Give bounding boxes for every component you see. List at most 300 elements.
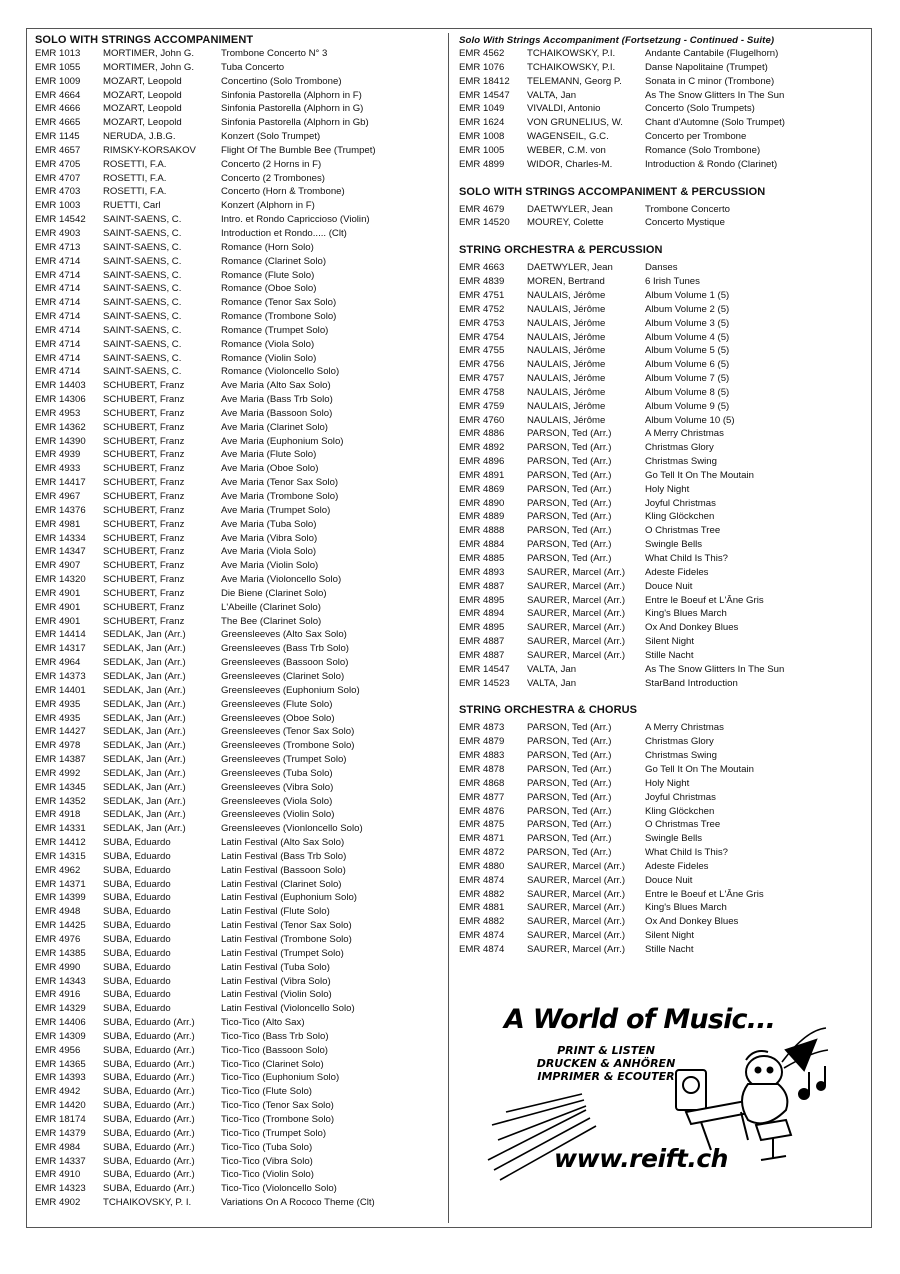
work-title: Sinfonia Pastorella (Alphorn in G): [221, 103, 364, 115]
work-title: Album Volume 2 (5): [645, 303, 730, 315]
catalog-row: [459, 427, 869, 441]
catalog-row: [459, 943, 869, 957]
catalog-code: EMR 4935: [35, 712, 81, 724]
catalog-row: [35, 365, 445, 379]
catalog-row: [35, 753, 445, 767]
catalog-row: [35, 1155, 445, 1169]
logo-url: www.reift.ch: [554, 1144, 728, 1173]
work-title: Tico-Tico (Euphonium Solo): [221, 1072, 340, 1084]
composer-name: SAINT-SAENS, C.: [103, 311, 182, 323]
catalog-code: EMR 18412: [459, 75, 510, 87]
work-title: Romance (Oboe Solo): [221, 283, 317, 295]
work-title: Latin Festival (Flute Solo): [221, 906, 330, 918]
catalog-code: EMR 4713: [35, 241, 81, 253]
composer-name: SAURER, Marcel (Arr.): [527, 902, 626, 914]
work-title: Tico-Tico (Trumpet Solo): [221, 1127, 327, 1139]
composer-name: SEDLAK, Jan (Arr.): [103, 795, 186, 807]
composer-name: PARSON, Ted (Arr.): [527, 750, 612, 762]
catalog-row: [35, 601, 445, 615]
composer-name: SUBA, Eduardo: [103, 989, 171, 1001]
catalog-row: [459, 130, 869, 144]
catalog-row: [35, 656, 445, 670]
catalog-code: EMR 14412: [35, 837, 86, 849]
work-title: Ave Maria (Oboe Solo): [221, 463, 319, 475]
catalog-row: [459, 607, 869, 621]
catalog-row: [35, 1196, 445, 1210]
composer-name: SEDLAK, Jan (Arr.): [103, 754, 186, 766]
work-title: 6 Irish Tunes: [645, 276, 700, 288]
catalog-code: EMR 14329: [35, 1003, 86, 1015]
work-title: A Merry Christmas: [645, 722, 724, 734]
work-title: Trombone Concerto N° 3: [221, 48, 328, 59]
catalog-code: EMR 14347: [35, 546, 86, 558]
catalog-code: EMR 4657: [35, 144, 81, 156]
catalog-row: [459, 874, 869, 888]
catalog-code: EMR 4933: [35, 463, 81, 475]
composer-name: SUBA, Eduardo (Arr.): [103, 1058, 195, 1070]
catalog-code: EMR 4664: [35, 89, 81, 101]
catalog-code: EMR 1003: [35, 200, 81, 212]
composer-name: SEDLAK, Jan (Arr.): [103, 781, 186, 793]
work-title: Stille Nacht: [645, 943, 694, 955]
work-title: Andante Cantabile (Flugelhorn): [645, 48, 779, 59]
catalog-code: EMR 4872: [459, 847, 505, 859]
composer-name: PARSON, Ted (Arr.): [527, 483, 612, 495]
catalog-row: [35, 1030, 445, 1044]
catalog-row: [35, 504, 445, 518]
catalog-code: EMR 4984: [35, 1141, 81, 1153]
catalog-row: [35, 75, 445, 89]
work-title: King's Blues March: [645, 608, 727, 620]
catalog-code: EMR 14399: [35, 892, 86, 904]
composer-name: VALTA, Jan: [527, 677, 577, 689]
catalog-row: [459, 594, 869, 608]
composer-name: MORTIMER, John G.: [103, 48, 194, 59]
work-title: Tico-Tico (Clarinet Solo): [221, 1058, 324, 1070]
catalog-code: EMR 4871: [459, 833, 505, 845]
composer-name: SCHUBERT, Franz: [103, 394, 185, 406]
composer-name: PARSON, Ted (Arr.): [527, 722, 612, 734]
catalog-row: [35, 282, 445, 296]
catalog-row: [459, 89, 869, 103]
catalog-code: EMR 4962: [35, 864, 81, 876]
catalog-row: [35, 878, 445, 892]
catalog-row: [459, 510, 869, 524]
composer-name: SAINT-SAENS, C.: [103, 283, 182, 295]
catalog-row: [35, 975, 445, 989]
composer-name: MOREN, Bertrand: [527, 276, 605, 288]
catalog-code: EMR 4679: [459, 203, 505, 215]
composer-name: SCHUBERT, Franz: [103, 560, 185, 572]
composer-name: PARSON, Ted (Arr.): [527, 736, 612, 748]
catalog-code: EMR 4976: [35, 934, 81, 945]
catalog-row: [35, 393, 445, 407]
catalog-row: [35, 476, 445, 490]
catalog-row: [35, 739, 445, 753]
composer-name: SUBA, Eduardo: [103, 906, 171, 918]
work-title: Douce Nuit: [645, 580, 693, 592]
composer-name: PARSON, Ted (Arr.): [527, 539, 612, 551]
work-title: Trombone Concerto: [645, 203, 730, 215]
catalog-code: EMR 4714: [35, 311, 81, 323]
catalog-code: EMR 4939: [35, 449, 81, 461]
catalog-row: [35, 61, 445, 75]
composer-name: SUBA, Eduardo: [103, 864, 171, 876]
work-title: Konzert (Alphorn in F): [221, 200, 315, 212]
work-title: Concerto (Solo Trumpets): [645, 103, 755, 115]
composer-name: PARSON, Ted (Arr.): [527, 805, 612, 817]
composer-name: MOZART, Leopold: [103, 117, 182, 129]
catalog-row: [459, 735, 869, 749]
catalog-code: EMR 4882: [459, 888, 505, 900]
work-title: Ave Maria (Bass Trb Solo): [221, 394, 333, 406]
composer-name: SAURER, Marcel (Arr.): [527, 874, 626, 886]
logo-tagline-3: IMPRIMER & ECOUTER: [537, 1070, 675, 1083]
catalog-row: [35, 684, 445, 698]
catalog-row: [459, 524, 869, 538]
catalog-code: EMR 14306: [35, 394, 86, 406]
composer-name: SCHUBERT, Franz: [103, 407, 185, 419]
composer-name: SUBA, Eduardo (Arr.): [103, 1030, 195, 1042]
work-title: Variations On A Rococo Theme (Clt): [221, 1197, 375, 1209]
work-title: Ave Maria (Tenor Sax Solo): [221, 477, 339, 489]
work-title: Die Biene (Clarinet Solo): [221, 587, 327, 599]
catalog-code: EMR 4935: [35, 698, 81, 710]
composer-name: SEDLAK, Jan (Arr.): [103, 670, 186, 682]
catalog-code: EMR 4869: [459, 483, 505, 495]
catalog-code: EMR 4758: [459, 386, 505, 398]
work-title: Silent Night: [645, 636, 695, 648]
composer-name: NAULAIS, Jérôme: [527, 289, 606, 301]
catalog-row: [35, 891, 445, 905]
catalog-row: [35, 1168, 445, 1182]
work-title: Konzert (Solo Trumpet): [221, 131, 321, 143]
composer-name: TCHAIKOWSKY, P.I.: [527, 48, 616, 59]
catalog-code: EMR 14315: [35, 850, 86, 862]
catalog-row: [35, 89, 445, 103]
catalog-row: [35, 725, 445, 739]
catalog-row: [459, 649, 869, 663]
catalog-code: EMR 4879: [459, 736, 505, 748]
catalog-code: EMR 1008: [459, 131, 505, 143]
catalog-list: [459, 203, 869, 231]
work-title: Greensleeves (Bass Trb Solo): [221, 643, 349, 655]
catalog-row: [35, 933, 445, 947]
composer-name: NAULAIS, Jérôme: [527, 331, 606, 343]
work-title: Ave Maria (Flute Solo): [221, 449, 317, 461]
work-title: Tico-Tico (Trombone Solo): [221, 1113, 335, 1125]
catalog-row: [459, 832, 869, 846]
composer-name: PARSON, Ted (Arr.): [527, 469, 612, 481]
work-title: Christmas Swing: [645, 456, 717, 468]
catalog-row: [35, 822, 445, 836]
work-title: Joyful Christmas: [645, 791, 716, 803]
work-title: Joyful Christmas: [645, 497, 716, 509]
work-title: Concerto Mystique: [645, 217, 725, 229]
column-divider: [448, 33, 449, 1223]
catalog-code: EMR 4889: [459, 511, 505, 523]
catalog-code: EMR 14337: [35, 1155, 86, 1167]
catalog-code: EMR 14393: [35, 1072, 86, 1084]
catalog-code: EMR 4888: [459, 525, 505, 537]
catalog-code: EMR 4880: [459, 860, 505, 872]
catalog-row: [35, 988, 445, 1002]
catalog-code: EMR 14373: [35, 670, 86, 682]
catalog-row: [35, 1016, 445, 1030]
catalog-row: [459, 791, 869, 805]
composer-name: ROSETTI, F.A.: [103, 172, 167, 184]
composer-name: SUBA, Eduardo: [103, 975, 171, 987]
work-title: Adeste Fideles: [645, 860, 709, 872]
work-title: Danses: [645, 262, 678, 274]
catalog-code: EMR 4875: [459, 819, 505, 831]
composer-name: MOUREY, Colette: [527, 217, 604, 229]
work-title: Greensleeves (Bassoon Solo): [221, 657, 349, 669]
catalog-row: [35, 199, 445, 213]
composer-name: PARSON, Ted (Arr.): [527, 791, 612, 803]
catalog-row: [35, 130, 445, 144]
catalog-code: EMR 4757: [459, 373, 505, 385]
composer-name: TCHAIKOVSKY, P. I.: [103, 1197, 192, 1209]
catalog-row: [459, 888, 869, 902]
catalog-code: EMR 4881: [459, 902, 505, 914]
catalog-row: [35, 961, 445, 975]
work-title: Ave Maria (Trumpet Solo): [221, 504, 331, 516]
composer-name: SUBA, Eduardo (Arr.): [103, 1127, 195, 1139]
work-title: Tico-Tico (Tuba Solo): [221, 1141, 313, 1153]
work-title: Entre le Boeuf et L'Âne Gris: [645, 594, 764, 606]
catalog-code: EMR 14323: [35, 1183, 86, 1195]
composer-name: SAINT-SAENS, C.: [103, 324, 182, 336]
catalog-row: [459, 344, 869, 358]
composer-name: SAURER, Marcel (Arr.): [527, 580, 626, 592]
catalog-row: [35, 144, 445, 158]
catalog-row: [459, 372, 869, 386]
composer-name: SEDLAK, Jan (Arr.): [103, 823, 186, 835]
catalog-row: [35, 670, 445, 684]
work-title: Greensleeves (Euphonium Solo): [221, 684, 360, 696]
catalog-row: [459, 47, 869, 61]
catalog-row: [35, 864, 445, 878]
catalog-code: EMR 4901: [35, 615, 81, 627]
catalog-row: [35, 1127, 445, 1141]
composer-name: PARSON, Ted (Arr.): [527, 819, 612, 831]
section-gap: [459, 172, 869, 186]
composer-name: SUBA, Eduardo: [103, 878, 171, 890]
catalog-row: [35, 158, 445, 172]
catalog-code: EMR 14345: [35, 781, 86, 793]
section-title: STRING ORCHESTRA & CHORUS: [459, 704, 638, 717]
catalog-row: [459, 538, 869, 552]
catalog-code: EMR 4901: [35, 601, 81, 613]
catalog-code: EMR 14320: [35, 574, 86, 586]
composer-name: WEBER, C.M. von: [527, 144, 606, 156]
catalog-code: EMR 4876: [459, 805, 505, 817]
catalog-code: EMR 4714: [35, 297, 81, 309]
work-title: Latin Festival (Tuba Solo): [221, 961, 330, 973]
work-title: Ave Maria (Vibra Solo): [221, 532, 318, 544]
composer-name: SEDLAK, Jan (Arr.): [103, 657, 186, 669]
work-title: Kling Glöckchen: [645, 805, 715, 817]
catalog-code: EMR 4907: [35, 560, 81, 572]
catalog-code: EMR 4992: [35, 767, 81, 779]
composer-name: MOZART, Leopold: [103, 103, 182, 115]
catalog-code: EMR 4916: [35, 989, 81, 1001]
composer-name: DAETWYLER, Jean: [527, 203, 613, 215]
composer-name: SAINT-SAENS, C.: [103, 241, 182, 253]
composer-name: SEDLAK, Jan (Arr.): [103, 740, 186, 752]
catalog-code: EMR 14406: [35, 1017, 86, 1029]
catalog-row: [35, 172, 445, 186]
catalog-row: [459, 580, 869, 594]
composer-name: NERUDA, J.B.G.: [103, 131, 176, 143]
work-title: Flight Of The Bumble Bee (Trumpet): [221, 144, 376, 156]
catalog-code: EMR 4874: [459, 943, 505, 955]
composer-name: ROSETTI, F.A.: [103, 158, 167, 170]
catalog-row: [459, 317, 869, 331]
composer-name: SAURER, Marcel (Arr.): [527, 594, 626, 606]
work-title: Stille Nacht: [645, 649, 694, 661]
catalog-code: EMR 4874: [459, 874, 505, 886]
catalog-code: EMR 4703: [35, 186, 81, 198]
catalog-row: [459, 663, 869, 677]
composer-name: PARSON, Ted (Arr.): [527, 428, 612, 440]
catalog-code: EMR 18174: [35, 1113, 86, 1125]
work-title: Romance (Violin Solo): [221, 352, 317, 364]
work-title: Concerto (Horn & Trombone): [221, 186, 345, 198]
catalog-row: [35, 338, 445, 352]
catalog-row: [35, 1085, 445, 1099]
composer-name: SEDLAK, Jan (Arr.): [103, 712, 186, 724]
catalog-row: [35, 116, 445, 130]
catalog-row: [459, 777, 869, 791]
catalog-code: EMR 14520: [459, 217, 510, 229]
catalog-list: [459, 261, 869, 690]
work-title: Latin Festival (Trumpet Solo): [221, 947, 344, 959]
catalog-row: [459, 303, 869, 317]
catalog-row: [35, 850, 445, 864]
catalog-row: [35, 227, 445, 241]
work-title: Concerto (2 Trombones): [221, 172, 325, 184]
catalog-row: [35, 905, 445, 919]
reift-logo: [486, 1000, 831, 1185]
catalog-code: EMR 4755: [459, 345, 505, 357]
catalog-list: [459, 721, 869, 956]
catalog-row: [459, 749, 869, 763]
work-title: Romance (Flute Solo): [221, 269, 315, 281]
catalog-code: EMR 14427: [35, 726, 86, 738]
work-title: Latin Festival (Bassoon Solo): [221, 864, 346, 876]
section-title: SOLO WITH STRINGS ACCOMPANIMENT: [35, 34, 254, 46]
composer-name: SCHUBERT, Franz: [103, 421, 185, 433]
work-title: Go Tell It On The Moutain: [645, 469, 754, 481]
work-title: King's Blues March: [645, 902, 727, 914]
catalog-code: EMR 4666: [35, 103, 81, 115]
work-title: Adeste Fideles: [645, 566, 709, 578]
work-title: Album Volume 4 (5): [645, 331, 730, 343]
catalog-code: EMR 4705: [35, 158, 81, 170]
catalog-code: EMR 4892: [459, 442, 505, 454]
catalog-row: [35, 615, 445, 629]
catalog-row: [459, 116, 869, 130]
work-title: Ave Maria (Violoncello Solo): [221, 574, 342, 586]
catalog-row: [35, 698, 445, 712]
work-title: Greensleeves (Trombone Solo): [221, 740, 355, 752]
composer-name: SAINT-SAENS, C.: [103, 352, 182, 364]
catalog-code: EMR 4887: [459, 649, 505, 661]
composer-name: SAINT-SAENS, C.: [103, 338, 182, 350]
composer-name: SEDLAK, Jan (Arr.): [103, 726, 186, 738]
work-title: Album Volume 1 (5): [645, 289, 730, 301]
work-title: Greensleeves (Oboe Solo): [221, 712, 335, 724]
composer-name: SUBA, Eduardo: [103, 837, 171, 849]
catalog-row: [459, 289, 869, 303]
composer-name: SCHUBERT, Franz: [103, 380, 185, 392]
catalog-row: [35, 919, 445, 933]
catalog-code: EMR 4901: [35, 587, 81, 599]
composer-name: NAULAIS, Jérôme: [527, 317, 606, 329]
right-column: [459, 34, 869, 957]
catalog-code: EMR 1624: [459, 117, 505, 129]
catalog-row: [35, 185, 445, 199]
work-title: Greensleeves (Viola Solo): [221, 795, 333, 807]
catalog-code: EMR 14425: [35, 920, 86, 932]
catalog-code: EMR 1013: [35, 48, 81, 59]
work-title: Latin Festival (Alto Sax Solo): [221, 837, 345, 849]
work-title: StarBand Introduction: [645, 677, 738, 689]
catalog-code: EMR 4714: [35, 366, 81, 378]
catalog-row: [35, 628, 445, 642]
catalog-row: [35, 310, 445, 324]
catalog-row: [35, 352, 445, 366]
logo-tagline-1: PRINT & LISTEN: [557, 1044, 655, 1057]
composer-name: SUBA, Eduardo (Arr.): [103, 1072, 195, 1084]
catalog-code: EMR 14542: [35, 214, 86, 226]
composer-name: SUBA, Eduardo: [103, 947, 171, 959]
catalog-row: [459, 860, 869, 874]
section-gap: [459, 690, 869, 704]
work-title: Tico-Tico (Bass Trb Solo): [221, 1030, 329, 1042]
catalog-code: EMR 4665: [35, 117, 81, 129]
catalog-code: EMR 14331: [35, 823, 86, 835]
catalog-code: EMR 14417: [35, 477, 86, 489]
composer-name: SUBA, Eduardo (Arr.): [103, 1169, 195, 1181]
catalog-code: EMR 1009: [35, 75, 81, 87]
composer-name: SCHUBERT, Franz: [103, 463, 185, 475]
catalog-code: EMR 14317: [35, 643, 86, 655]
composer-name: SUBA, Eduardo (Arr.): [103, 1141, 195, 1153]
work-title: Tico-Tico (Tenor Sax Solo): [221, 1100, 334, 1112]
work-title: Greensleeves (Flute Solo): [221, 698, 333, 710]
catalog-code: EMR 4756: [459, 359, 505, 371]
work-title: Ave Maria (Bassoon Solo): [221, 407, 333, 419]
catalog-row: [35, 767, 445, 781]
work-title: Sinfonia Pastorella (Alphorn in F): [221, 89, 362, 101]
composer-name: SUBA, Eduardo (Arr.): [103, 1044, 195, 1056]
work-title: Romance (Solo Trombone): [645, 144, 761, 156]
work-title: Latin Festival (Clarinet Solo): [221, 878, 342, 890]
catalog-row: [35, 379, 445, 393]
work-title: Greensleeves (Vibra Solo): [221, 781, 334, 793]
catalog-code: EMR 4895: [459, 594, 505, 606]
catalog-row: [35, 269, 445, 283]
work-title: Tico-Tico (Vibra Solo): [221, 1155, 313, 1167]
catalog-code: EMR 4899: [459, 158, 505, 170]
composer-name: SUBA, Eduardo: [103, 850, 171, 862]
work-title: Greensleeves (Tenor Sax Solo): [221, 726, 355, 738]
catalog-code: EMR 4964: [35, 657, 81, 669]
composer-name: PARSON, Ted (Arr.): [527, 777, 612, 789]
